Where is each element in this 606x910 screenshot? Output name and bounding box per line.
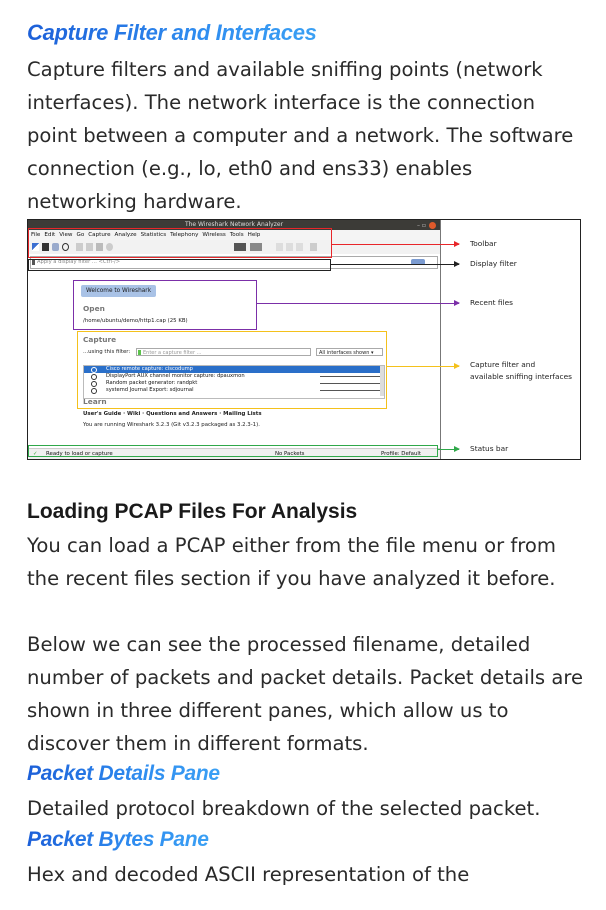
status-profile-text[interactable]: Profile: Default xyxy=(381,451,421,457)
paragraph-processed-filename: Below we can see the processed filename, detailed number of packets and packet details. Packet details are shown in three different panes, which allow us to discover them in different formats. xyxy=(27,633,584,755)
menu-tools[interactable]: Tools xyxy=(229,232,244,238)
menu-go[interactable]: Go xyxy=(76,232,85,238)
status-check-icon: ✓ xyxy=(33,451,38,457)
paragraph-packet-bytes: Hex and decoded ASCII representation of the xyxy=(27,863,470,886)
capture-section-title: Capture xyxy=(83,335,117,344)
menu-edit[interactable]: Edit xyxy=(44,232,56,238)
capture-filter-annotation-line1: Capture filter and xyxy=(470,360,536,369)
welcome-button[interactable]: Welcome to Wireshark xyxy=(81,285,156,297)
wireshark-screenshot-figure xyxy=(27,219,581,460)
window-title: The Wireshark Network Analyzer xyxy=(184,221,284,228)
interface-name: Random packet generator: randpkt xyxy=(106,380,198,386)
menu-capture[interactable]: Capture xyxy=(88,232,111,238)
status-bar-annotation: Status bar xyxy=(470,444,509,453)
section-heading-loading-pcap: Loading PCAP Files For Analysis xyxy=(27,500,358,523)
menu-help[interactable]: Help xyxy=(247,232,261,238)
section-heading-packet-bytes: Packet Bytes Pane xyxy=(27,828,209,851)
section-heading-packet-details: Packet Details Pane xyxy=(27,762,220,785)
interfaces-dropdown-value: All interfaces shown xyxy=(319,350,370,356)
interface-name: systemd Journal Export: sdjournal xyxy=(106,387,194,393)
menu-view[interactable]: View xyxy=(59,232,73,238)
interface-name: DisplayPort AUX channel monitor capture: dpauxmon xyxy=(106,373,245,379)
recent-file-link[interactable]: /home/ubuntu/demo/http1.cap (25 KB) xyxy=(83,318,188,324)
window-controls: – ▫ xyxy=(417,221,436,231)
section-heading-capture-filter: Capture Filter and Interfaces xyxy=(27,20,317,45)
interface-name: Cisco remote capture: ciscodump xyxy=(106,366,193,372)
paragraph-packet-details: Detailed protocol breakdown of the selected packet. xyxy=(27,797,541,820)
menu-wireless[interactable]: Wireless xyxy=(202,232,226,238)
paragraph-capture-filter: Capture filters and available sniffing points (network interfaces). The network interface is the connection point between a computer and a network. The software connection (e.g., lo, eth0 and ens33) enables networking hardware. xyxy=(27,58,574,213)
menu-telephony[interactable]: Telephony xyxy=(170,232,199,238)
menu-analyze[interactable]: Analyze xyxy=(114,232,137,238)
menu-file[interactable]: File xyxy=(31,232,41,238)
status-packets-text: No Packets xyxy=(275,451,305,457)
paragraph-loading-pcap: You can load a PCAP either from the file menu or from the recent files section if you have analyzed it before. xyxy=(27,534,557,590)
display-filter-placeholder: Apply a display filter ... <Ctrl-/> xyxy=(37,259,121,265)
open-section-title: Open xyxy=(83,304,105,313)
toolbar-annotation: Toolbar xyxy=(470,239,497,248)
learn-links[interactable]: User's Guide · Wiki · Questions and Answers · Mailing Lists xyxy=(83,411,262,417)
learn-section-title: Learn xyxy=(83,397,107,406)
using-filter-label: ...using this filter: xyxy=(83,349,131,355)
capture-filter-annotation-line2: available sniffing interfaces xyxy=(470,372,572,381)
recent-files-annotation: Recent files xyxy=(470,298,513,307)
display-filter-annotation: Display filter xyxy=(470,259,517,268)
interfaces-dropdown[interactable]: All interfaces shown ▾ xyxy=(316,348,383,356)
figure-border xyxy=(27,219,581,460)
status-ready-text: Ready to load or capture xyxy=(46,451,113,457)
capture-filter-placeholder: Enter a capture filter ... xyxy=(143,350,202,356)
version-text: You are running Wireshark 3.2.3 (Git v3.2.3 packaged as 3.2.3-1). xyxy=(83,422,260,428)
menu-statistics[interactable]: Statistics xyxy=(140,232,167,238)
